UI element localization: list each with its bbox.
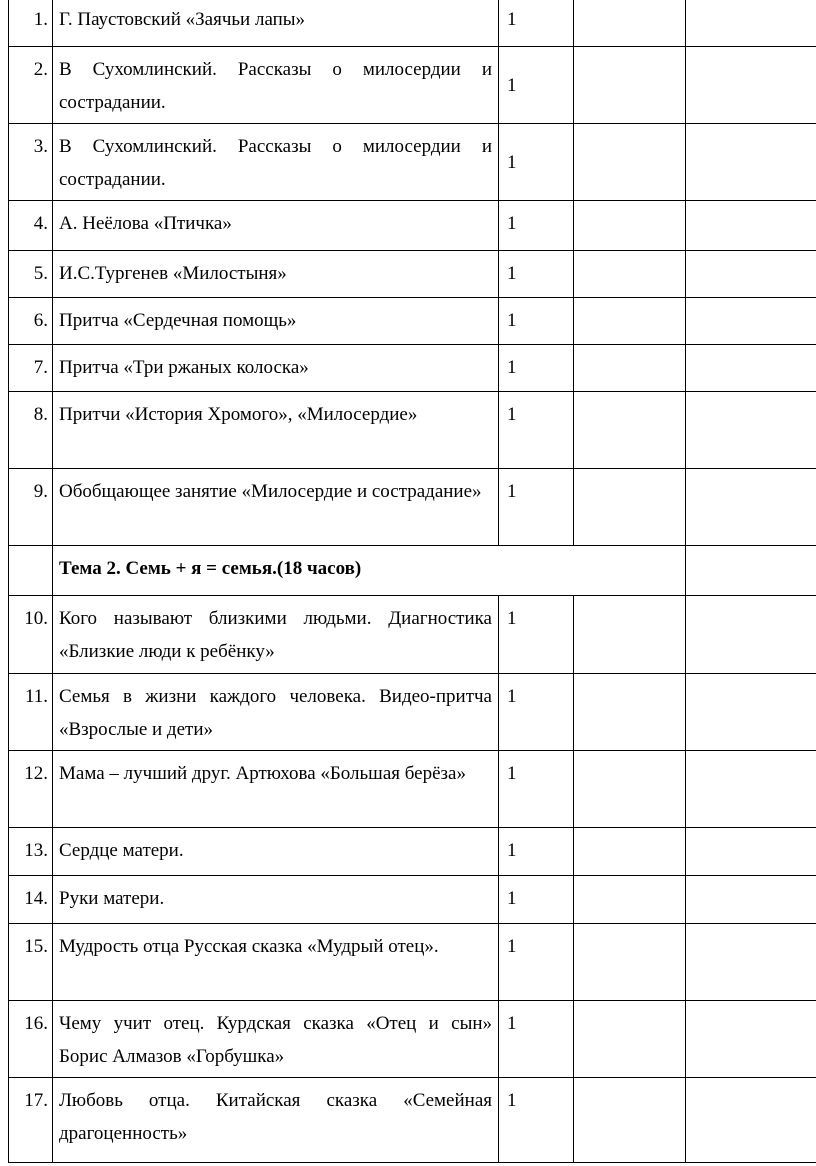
table-row [9,345,816,392]
empty-cell [686,674,816,751]
empty-cell [686,124,816,201]
lesson-title: И.С.Тургенев «Милостыня» [53,251,499,298]
table-row [9,392,816,469]
lesson-title: Кого называют близкими людьми. Диагностика «Близкие люди к ребёнку» [53,596,499,674]
empty-cell [686,345,816,392]
lesson-title: Г. Паустовский «Заячьи лапы» [53,0,499,47]
row-number: 13. [9,828,53,876]
empty-cell [574,201,686,251]
lesson-hours: 1 [499,469,574,546]
lesson-hours: 1 [499,596,574,674]
lesson-hours: 1 [499,298,574,345]
table-row [9,674,816,751]
empty-cell [574,124,686,201]
lesson-plan-table [8,0,816,1163]
lesson-title: В Сухомлинский. Рассказы о милосердии и сострадании. [53,124,499,201]
lesson-hours: 1 [499,924,574,1001]
lesson-hours: 1 [499,876,574,924]
empty-cell [574,674,686,751]
table-row [9,47,816,124]
empty-cell [574,469,686,546]
empty-cell [686,1001,816,1078]
lesson-hours: 1 [499,251,574,298]
empty-cell [574,392,686,469]
empty-cell [574,828,686,876]
row-number: 2. [9,47,53,124]
row-number: 6. [9,298,53,345]
topic-heading: Тема 2. Семь + я = семья.(18 часов) [53,546,686,596]
topic-row [9,546,816,596]
table-row [9,924,816,1001]
lesson-hours: 1 [499,1078,574,1163]
empty-cell [686,596,816,674]
empty-cell [574,1078,686,1163]
table-row [9,0,816,47]
empty-cell [574,0,686,47]
empty-cell [686,201,816,251]
table-row [9,251,816,298]
empty-cell [574,1001,686,1078]
table-row [9,201,816,251]
lesson-hours: 1 [499,751,574,828]
lesson-title: Притча «Три ржаных колоска» [53,345,499,392]
row-number: 14. [9,876,53,924]
empty-cell [686,298,816,345]
table-row [9,751,816,828]
lesson-title: Семья в жизни каждого человека. Видео-притча «Взрослые и дети» [53,674,499,751]
empty-cell [686,828,816,876]
lesson-title: Сердце матери. [53,828,499,876]
table-row [9,596,816,674]
empty-cell [686,876,816,924]
table-row [9,876,816,924]
lesson-hours: 1 [499,0,574,47]
empty-cell [574,876,686,924]
empty-cell [574,924,686,1001]
lesson-title: Мудрость отца Русская сказка «Мудрый отец». [53,924,499,1001]
lesson-title: Любовь отца. Китайская сказка «Семейная драгоценность» [53,1078,499,1163]
lesson-hours: 1 [499,828,574,876]
empty-cell [574,251,686,298]
empty-cell [686,47,816,124]
lesson-title: Руки матери. [53,876,499,924]
table-row [9,298,816,345]
row-number: 7. [9,345,53,392]
table-row [9,828,816,876]
row-number: 3. [9,124,53,201]
lesson-title: Притча «Сердечная помощь» [53,298,499,345]
lesson-hours: 1 [499,124,574,201]
lesson-title: Чему учит отец. Курдская сказка «Отец и сын» Борис Алмазов «Горбушка» [53,1001,499,1078]
row-number: 16. [9,1001,53,1078]
empty-cell [686,1078,816,1163]
row-number: 8. [9,392,53,469]
table-row [9,1001,816,1078]
empty-cell [686,751,816,828]
empty-cell [574,345,686,392]
lesson-title: Обобщающее занятие «Милосердие и сострадание» [53,469,499,546]
lesson-title: В Сухомлинский. Рассказы о милосердии и сострадании. [53,47,499,124]
empty-cell [574,47,686,124]
table-row [9,1078,816,1163]
empty-cell [686,0,816,47]
row-number: 17. [9,1078,53,1163]
lesson-hours: 1 [499,47,574,124]
empty-cell [686,392,816,469]
lesson-hours: 1 [499,201,574,251]
empty-cell [9,546,53,596]
row-number: 15. [9,924,53,1001]
empty-cell [574,298,686,345]
row-number: 5. [9,251,53,298]
lesson-title: Мама – лучший друг. Артюхова «Большая берёза» [53,751,499,828]
table-row [9,469,816,546]
row-number: 10. [9,596,53,674]
lesson-hours: 1 [499,392,574,469]
empty-cell [574,751,686,828]
lesson-hours: 1 [499,345,574,392]
table-row [9,124,816,201]
empty-cell [686,924,816,1001]
empty-cell [686,469,816,546]
empty-cell [686,251,816,298]
lesson-title: А. Неёлова «Птичка» [53,201,499,251]
empty-cell [686,546,816,596]
row-number: 1. [9,0,53,47]
row-number: 9. [9,469,53,546]
lesson-title: Притчи «История Хромого», «Милосердие» [53,392,499,469]
row-number: 12. [9,751,53,828]
row-number: 11. [9,674,53,751]
lesson-hours: 1 [499,674,574,751]
lesson-hours: 1 [499,1001,574,1078]
empty-cell [574,596,686,674]
row-number: 4. [9,201,53,251]
